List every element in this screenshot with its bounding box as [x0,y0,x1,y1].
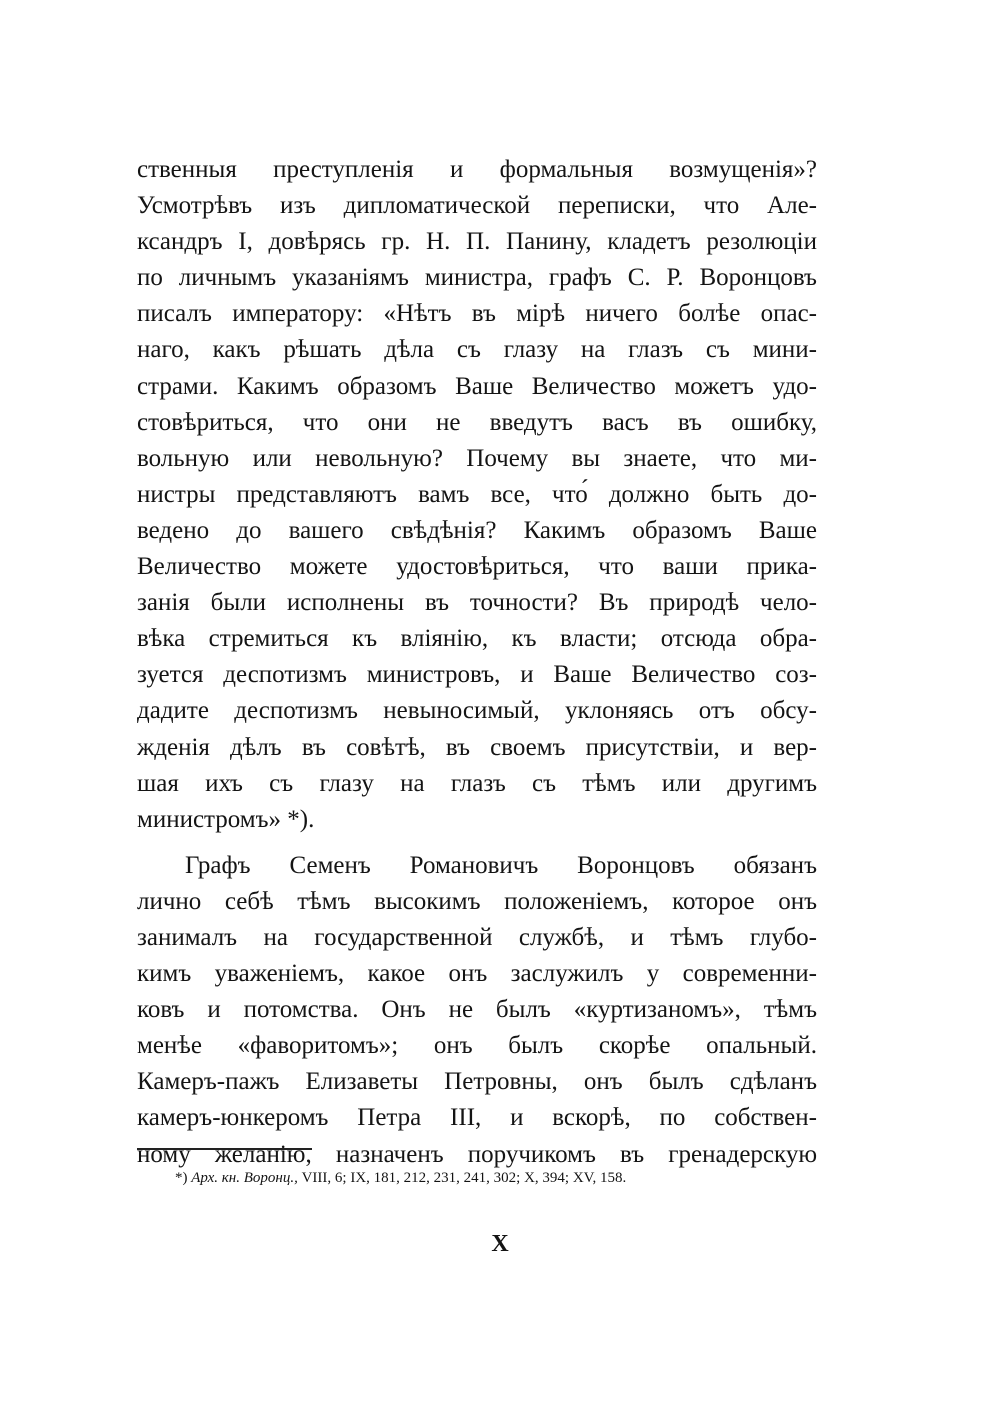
text-line: кимъ уваженіемъ, какое онъ заслужилъ у современни- [137,960,817,988]
text-line: Камеръ-пажъ Елизаветы Петровны, онъ былъ сдѣланъ [137,1068,817,1096]
text-line: ному желанію, назначенъ поручикомъ въ гренадерскую [137,1140,817,1168]
text-line: ксандръ I, довѣрясь гр. Н. П. Панину, кладетъ резолюціи [137,228,817,256]
text-line: занія были исполнены въ точности? Въ природѣ чело- [137,589,817,617]
text-line: лично себѣ тѣмъ высокимъ положеніемъ, которое онъ [137,887,817,915]
footnote-refs: VIII, 6; IX, 181, 212, 231, 241, 302; X, 394; XV, 158. [301,1170,627,1186]
text-line: стовѣриться, что они не введутъ васъ въ ошибку, [137,408,817,436]
signature-mark: X [491,1231,509,1257]
footnote [175,1166,815,1190]
paragraph-2 [137,848,817,1173]
text-line: министромъ» *). [137,805,315,833]
text-line: Усмотрѣвъ изъ дипломатической переписки, что Але- [137,192,817,220]
text-line: вольную или невольную? Почему вы знаете, что ми- [137,444,817,472]
paragraph-gap [137,838,817,848]
text-line: ведено до вашего свѣдѣнія? Какимъ образомъ Ваше [137,516,817,544]
text-line: камеръ-юнкеромъ Петра III, и вскорѣ, по собствен- [137,1104,817,1132]
footnote-marker: *) [175,1170,188,1186]
footnote-source: Арх. кн. Воронц., [191,1170,298,1186]
text-line: нистры представляютъ вамъ все, что́ должно быть до- [137,480,817,508]
text-line: дадите деспотизмъ невыносимый, уклоняясь отъ обсу- [137,697,817,725]
text-line: писалъ императору: «Нѣтъ въ мірѣ ничего болѣе опас- [137,300,817,328]
paragraph-1 [137,152,817,838]
text-line: страми. Какимъ образомъ Ваше Величество можетъ удо- [137,372,817,400]
text-line: ковъ и потомства. Онъ не былъ «куртизаномъ», тѣмъ [137,996,817,1024]
text-line: наго, какъ рѣшать дѣла съ глазу на глазъ съ мини- [137,336,817,364]
text-line: Величество можете удостовѣриться, что ваши прика- [137,553,817,581]
text-line: вѣка стремиться къ вліянію, къ власти; отсюда обра- [137,625,817,653]
text-line: шая ихъ съ глазу на глазъ съ тѣмъ или другимъ [137,769,817,797]
text-line: менѣе «фаворитомъ»; онъ былъ скорѣе опальный. [137,1032,817,1060]
footnote-rule [137,1148,312,1150]
text-line: зуется деспотизмъ министровъ, и Ваше Величество соз- [137,661,817,689]
text-line: по личнымъ указаніямъ министра, графъ С. Р. Воронцовъ [137,264,817,292]
text-line: Графъ Семенъ Романовичъ Воронцовъ обязанъ [185,851,817,879]
text-line: занималъ на государственной службѣ, и тѣмъ глубо- [137,923,817,951]
text-line: жденія дѣлъ въ совѣтѣ, въ своемъ присутствіи, и вер- [137,733,817,761]
body-text [137,152,817,1173]
text-line: ственныя преступленія и формальныя возмущенія»? [137,156,817,183]
